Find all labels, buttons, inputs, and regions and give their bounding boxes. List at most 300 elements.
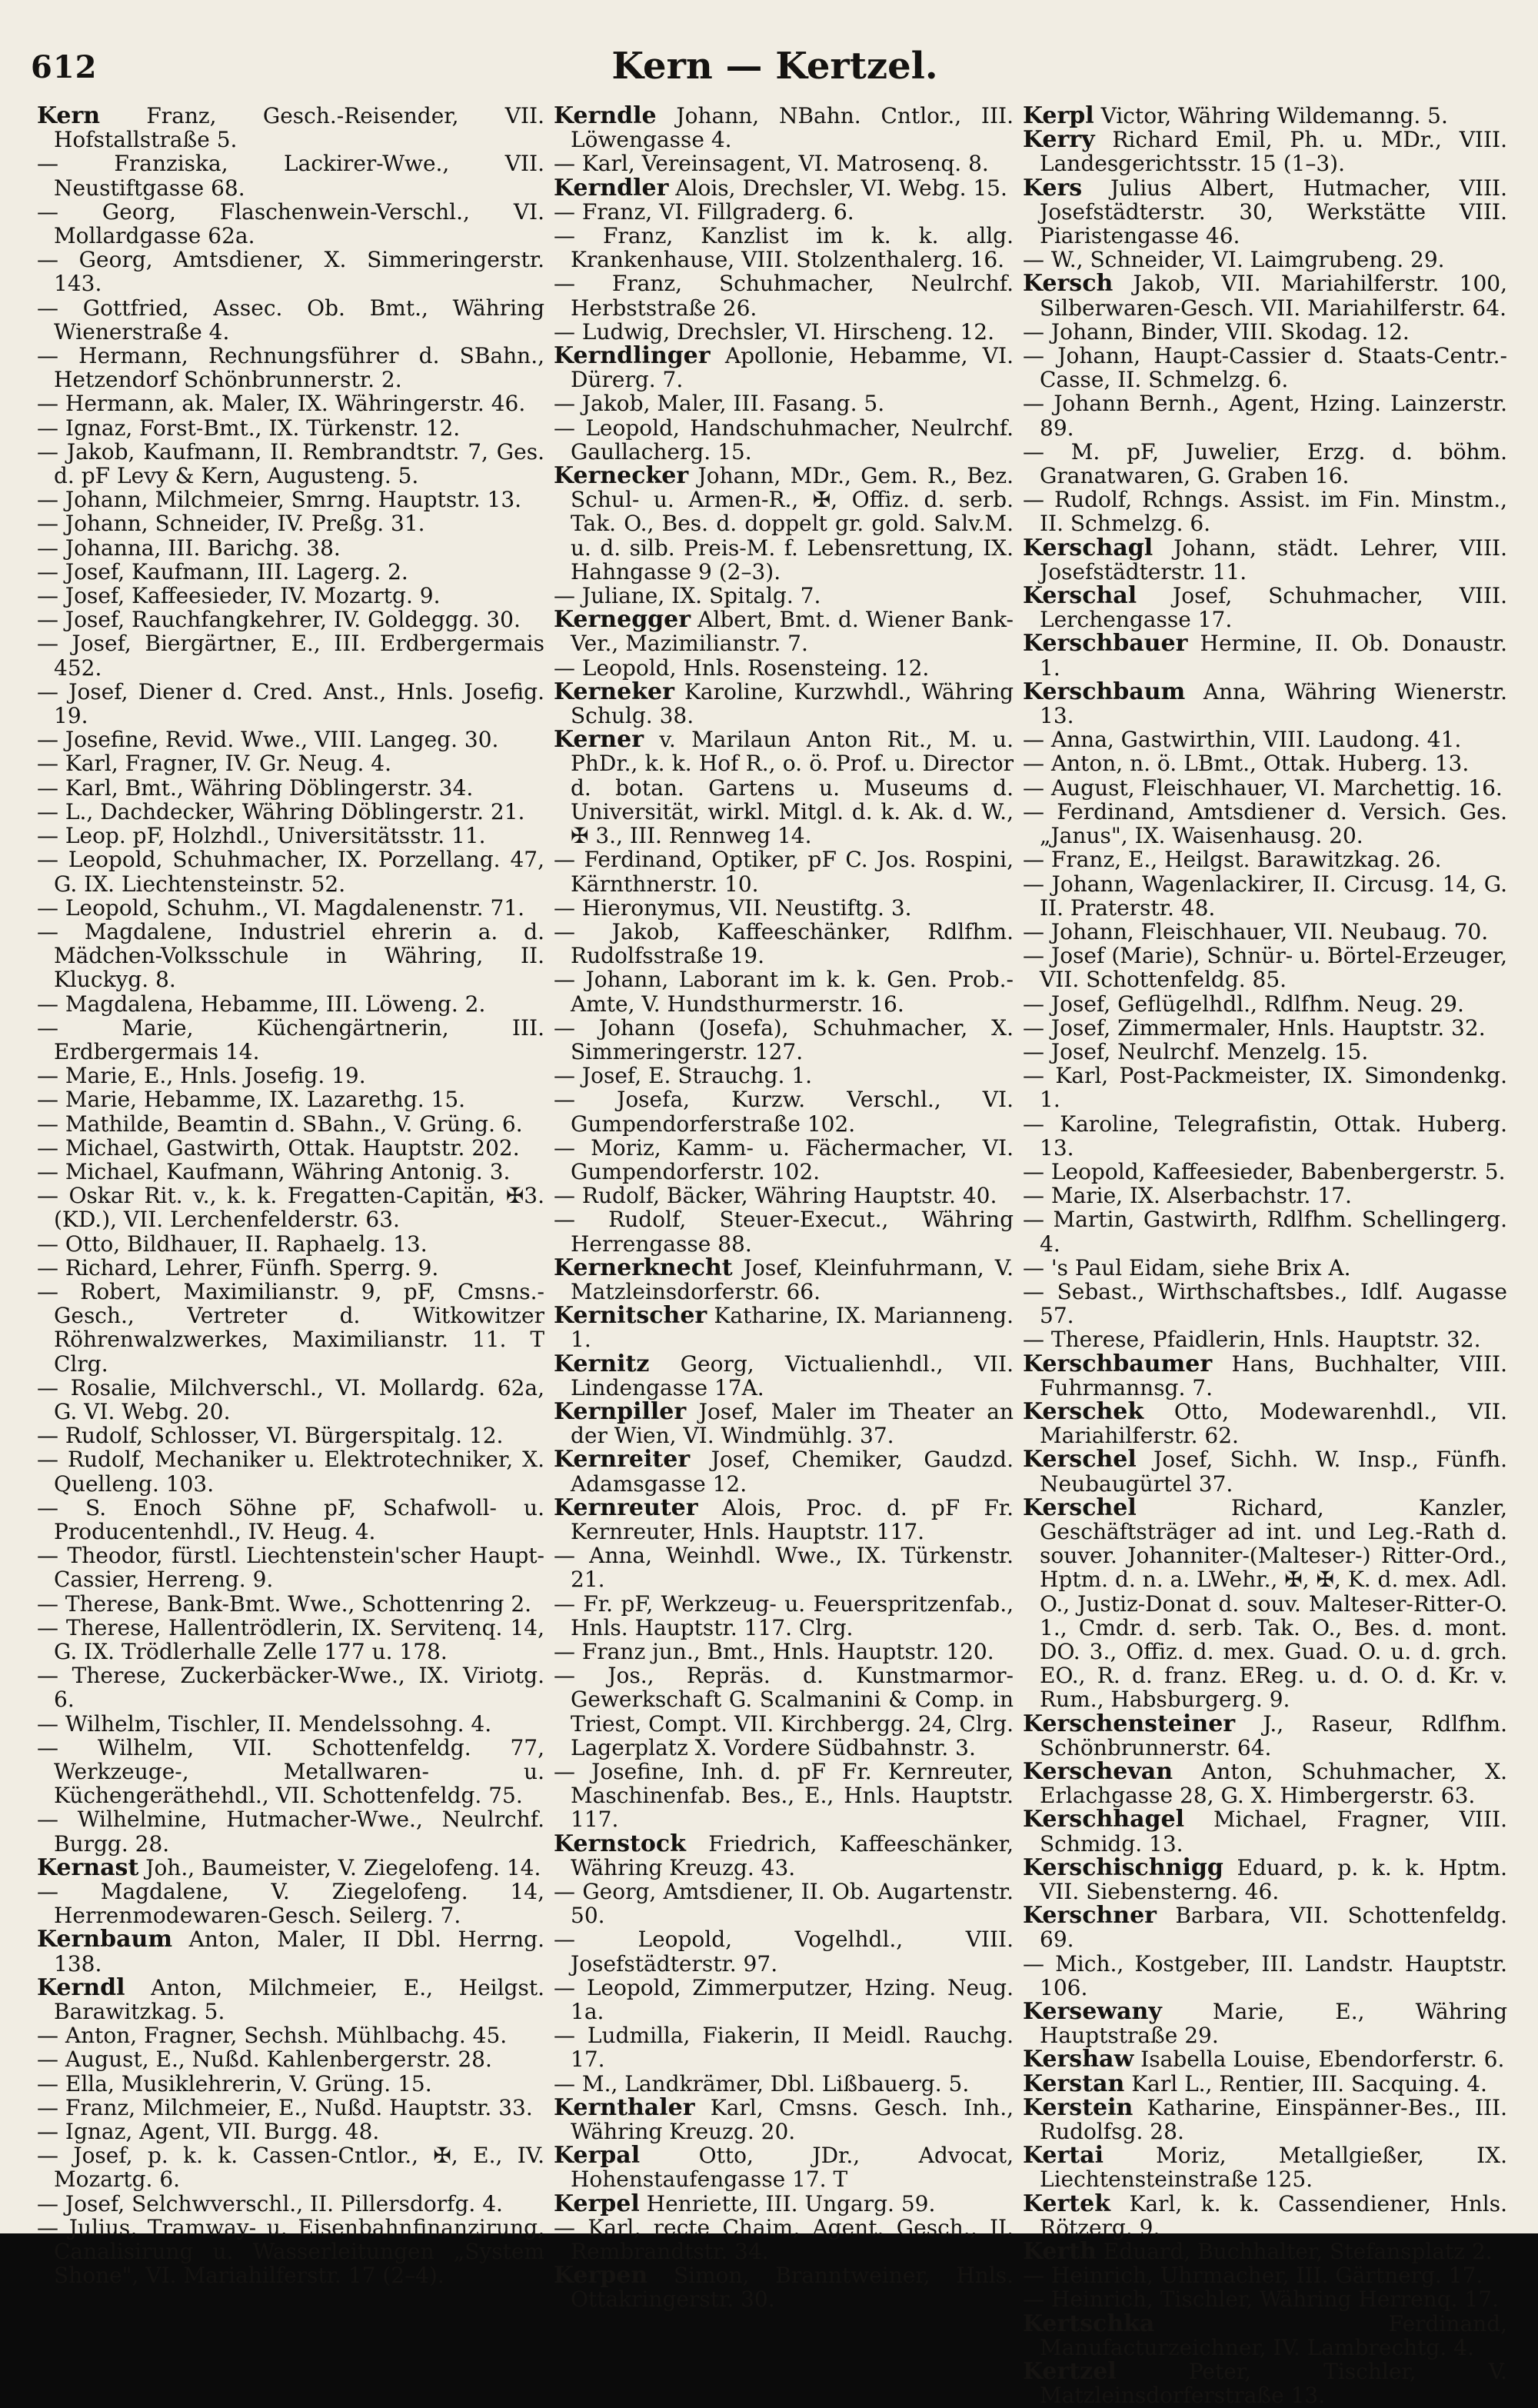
- directory-entry: [1023, 848, 1507, 871]
- entry-details: Otto, Bildhauer, II. Raphaelg. 13.: [58, 1231, 428, 1257]
- directory-entry: [37, 1544, 544, 1591]
- entry-headword: —: [37, 991, 58, 1017]
- directory-entry: [1023, 1807, 1507, 1855]
- entry-headword: —: [554, 2023, 575, 2049]
- directory-entry: [37, 1376, 544, 1424]
- entry-details: Richard, Kanzler, Geschäftsträger ad int. und Leg.-Rath d. souver. Johanniter-(Malteser-) Ritter-Ord., Hptm. d. n. a. LWehr., ✠, ✠, K. d. mex. Adl. O., Justiz-Donat d. souv. Malteser-Ritter-O. 1., Cmdr. d. serb. Tak. O., Bes. d. mont. DO. 3., Offiz. d. mex. Guad. O. u. d. grch. EO., R. d. franz. EReg. u. d. O. d. Kr. v. Rum., Habsburgerg. 9.: [1040, 1494, 1507, 1713]
- entry-details: August, E., Nußd. Kahlenbergerstr. 28.: [58, 2047, 492, 2073]
- directory-entry: [37, 1016, 544, 1064]
- entry-details: Josef, Schuhmacher, VIII. Lerchengasse 17.: [1040, 583, 1507, 633]
- entry-headword: Kerschbauer: [1023, 630, 1188, 658]
- entry-details: Alois, Proc. d. pF Fr. Kernreuter, Hnls. Hauptstr. 117.: [571, 1494, 1014, 1544]
- entry-headword: —: [554, 1663, 575, 1689]
- directory-entry: [554, 1304, 1014, 1351]
- entry-details: Ludmilla, Fiakerin, II Meidl. Rauchg. 17.: [571, 2023, 1014, 2073]
- directory-entry: [37, 104, 544, 152]
- entry-headword: —: [37, 1494, 58, 1520]
- entry-details: Magdalene, Industriel ehrerin a. d. Mädchen-Volksschule in Währing, II. Kluckyg. 8.: [54, 918, 544, 993]
- entry-details: Therese, Hallentrödlerin, IX. Servitenq. 14, G. IX. Trödlerhalle Zelle 177 u. 178.: [54, 1614, 544, 1664]
- entry-details: Fr. pF, Werkzeug- u. Feuerspritzenfab., Hnls. Hauptstr. 117. Clrg.: [571, 1590, 1014, 1640]
- entry-details: Robert, Maximilianstr. 9, pF, Cmsns.-Gesch., Vertreter d. Witkowitzer Röhrenwalzwerkes, Maximilianstr. 11. T Clrg.: [54, 1278, 544, 1377]
- directory-entry: [37, 1160, 544, 1184]
- entry-headword: —: [1023, 1207, 1044, 1233]
- entry-details: Johann, städt. Lehrer, VIII. Josefstädterstr. 11.: [1040, 535, 1507, 585]
- directory-entry: [37, 824, 544, 848]
- column-2: [554, 102, 1014, 2313]
- directory-entry: [37, 536, 544, 560]
- entry-details: Wilhelm, Tischler, II. Mendelssohng. 4.: [58, 1710, 492, 1737]
- entry-details: Albert, Bmt. d. Wiener Bank-Ver., Mazimilianstr. 7.: [571, 607, 1014, 657]
- entry-details: Johann, Haupt-Cassier d. Staats-Centr.-Casse, II. Schmelzg. 6.: [1040, 343, 1507, 393]
- directory-entry: [1023, 128, 1507, 175]
- entry-headword: —: [37, 1183, 58, 1209]
- directory-entry: [1023, 2047, 1507, 2071]
- directory-entry: [554, 1976, 1014, 2023]
- entry-details: Ferdinand, Manufacturzeichner, IV. Lambrechtg. 4.: [1040, 2310, 1507, 2360]
- entry-headword: —: [37, 774, 58, 801]
- entry-headword: —: [37, 558, 58, 585]
- directory-entry: [554, 1397, 1014, 1449]
- entry-details: Johann, Laborant im k. k. Gen. Prob.-Amte, V. Hundsthurmerstr. 16.: [571, 967, 1014, 1017]
- entry-details: Karoline, Kurzwhdl., Währing Schulg. 38.: [571, 678, 1014, 729]
- entry-headword: Kerpel: [554, 2190, 640, 2217]
- entry-details: J., Raseur, Rdlfhm. Schönbrunnerstr. 64.: [1040, 1710, 1507, 1760]
- entry-details: Rudolf, Steuer-Execut., Währing Herrengasse 88.: [571, 1207, 1014, 1257]
- entry-headword: —: [37, 1663, 58, 1689]
- entry-headword: —: [1023, 774, 1044, 801]
- directory-entry: [554, 1640, 1014, 1664]
- entry-headword: Kerschagl: [1023, 534, 1154, 561]
- directory-entry: [554, 848, 1014, 895]
- directory-entry: [37, 1664, 544, 1711]
- entry-headword: —: [554, 894, 575, 921]
- entry-details: Ignaz, Forst-Bmt., IX. Türkenstr. 12.: [58, 415, 461, 441]
- directory-entry: [1023, 1184, 1507, 1207]
- entry-headword: —: [37, 535, 58, 561]
- entry-details: Rudolf, Mechaniker u. Elektrotechniker, X. Quelleng. 103.: [54, 1447, 544, 1497]
- entry-details: 's Paul Eidam, siehe Brix A.: [1044, 1254, 1351, 1281]
- entry-headword: —: [37, 415, 58, 441]
- directory-entry: [37, 1592, 544, 1616]
- entry-details: Johann, Fleischhauer, VII. Neubaug. 70.: [1044, 918, 1489, 944]
- directory-entry: [554, 1207, 1014, 1255]
- directory-entry: [37, 920, 544, 992]
- entry-headword: —: [37, 1134, 58, 1161]
- entry-details: Leopold, Kaffeesieder, Babenbergerstr. 5.: [1044, 1158, 1506, 1184]
- entry-details: Friedrich, Kaffeeschänker, Währing Kreuzg. 43.: [571, 1830, 1014, 1880]
- entry-headword: —: [37, 487, 58, 513]
- entry-details: Karl, k. k. Cassendiener, Hnls. Rötzerg. 9.: [1040, 2190, 1507, 2240]
- directory-entry: [1023, 440, 1507, 488]
- entry-headword: —: [1023, 798, 1044, 824]
- entry-headword: —: [37, 247, 58, 273]
- entry-details: Jos., Repräs. d. Kunstmarmor-Gewerkschaft G. Scalmanini & Comp. in Triest, Compt. VII. Kirchbergg. 24, Clrg. Lagerplatz X. Vordere Südbahnstr. 3.: [571, 1663, 1014, 1760]
- entry-headword: —: [1023, 438, 1044, 465]
- entry-details: Johann, NBahn. Cntlor., III. Löwengasse 4.: [571, 103, 1014, 153]
- directory-entry: [37, 2192, 544, 2216]
- entry-details: Eduard, Buchhalter, Stefansplatz 2.: [1096, 2239, 1493, 2265]
- column-1: [37, 102, 544, 2289]
- entry-headword: —: [37, 1710, 58, 1737]
- entry-headword: —: [37, 151, 58, 177]
- entry-headword: —: [37, 1734, 58, 1760]
- entry-headword: —: [1023, 1278, 1044, 1304]
- directory-entry: [37, 2023, 544, 2047]
- entry-details: Ludwig, Drechsler, VI. Hirscheng. 12.: [575, 318, 995, 345]
- directory-entry: [554, 1592, 1014, 1640]
- directory-entry: [37, 1853, 544, 1881]
- entry-details: Karl, Fragner, IV. Gr. Neug. 4.: [58, 751, 392, 777]
- entry-details: Franz, Schuhmacher, Neulrchf. Herbststraße 26.: [571, 271, 1014, 321]
- directory-entry: [1023, 1760, 1507, 1807]
- directory-entry: [37, 1064, 544, 1087]
- entry-headword: Kernast: [37, 1853, 139, 1881]
- entry-details: Franz, E., Heilgst. Barawitzkag. 26.: [1044, 847, 1442, 873]
- entry-details: Franz jun., Bmt., Hnls. Hauptstr. 120.: [575, 1639, 994, 1664]
- entry-headword: Kernreuter: [554, 1494, 698, 1521]
- entry-details: Oskar Rit. v., k. k. Fregatten-Capitän, ✠3. (KD.), VII. Lerchenfelderstr. 63.: [54, 1183, 544, 1233]
- entry-details: Anton, Schuhmacher, X. Erlachgasse 28, G. X. Himbergerstr. 63.: [1040, 1759, 1507, 1809]
- entry-headword: —: [554, 1207, 575, 1233]
- entry-details: Mich., Kostgeber, III. Landstr. Hauptstr. 106.: [1040, 1950, 1507, 2000]
- entry-headword: —: [1023, 2263, 1044, 2289]
- entry-headword: —: [1023, 1183, 1044, 1209]
- entry-headword: —: [554, 918, 575, 944]
- entry-headword: —: [37, 343, 58, 369]
- entry-details: Julius, Tramway- u. Eisenbahnfinanzirung, Canalisirung u. Wasserleitungen „System Shone", VI. Mariahilferstr. 17 (2–4).: [54, 2214, 544, 2289]
- entry-details: Isabella Louise, Ebendorferstr. 6.: [1134, 2047, 1505, 2073]
- entry-details: Leopold, Handschuhmacher, Neulrchf. Gaullacherg. 15.: [571, 415, 1014, 465]
- directory-entry: [1023, 248, 1507, 271]
- entry-details: Simon, Branntweiner, Hnls. Ottakringerstr. 30.: [571, 2263, 1014, 2313]
- entry-details: Joh., Baumeister, V. Ziegelofeng. 14.: [138, 1854, 541, 1880]
- directory-entry: [554, 2216, 1014, 2263]
- entry-details: Peter, Tischler, V. Matzleinsdorferstraße 13.: [1040, 2359, 1507, 2408]
- entry-details: Leopold, Vogelhdl., VIII. Josefstädterstr. 97.: [571, 1927, 1014, 1977]
- entry-headword: Kerstein: [1023, 2093, 1134, 2121]
- directory-entry: [1023, 1207, 1507, 1255]
- entry-headword: —: [37, 1231, 58, 1257]
- entry-details: Apollonie, Hebamme, VI. Dürerg. 7.: [571, 343, 1014, 393]
- directory-entry: [1023, 2238, 1507, 2266]
- directory-entry: [37, 1880, 544, 1927]
- entry-details: Karl, Bmt., Währing Döblingerstr. 34.: [58, 774, 474, 801]
- entry-headword: Kerry: [1023, 126, 1095, 154]
- directory-entry: [554, 1184, 1014, 1207]
- entry-headword: —: [554, 151, 575, 177]
- entry-details: Josef, Kaufmann, III. Lagerg. 2.: [58, 558, 408, 585]
- entry-details: Franz, Gesch.-Reisender, VII. Hofstallstraße 5.: [54, 103, 544, 153]
- entry-headword: Kernegger: [554, 606, 691, 634]
- directory-entry: [554, 968, 1014, 1015]
- entry-headword: Kernthaler: [554, 2093, 695, 2121]
- directory-entry: [554, 1927, 1014, 1975]
- entry-headword: —: [37, 918, 58, 944]
- entry-headword: —: [37, 198, 58, 225]
- directory-entry: [37, 992, 544, 1016]
- directory-entry: [1023, 104, 1507, 128]
- entry-headword: —: [554, 2214, 575, 2240]
- directory-entry: [1023, 1327, 1507, 1351]
- entry-details: Franz, VI. Fillgraderg. 6.: [575, 198, 854, 225]
- entry-details: Johann, Milchmeier, Smrng. Hauptstr. 13.: [58, 487, 522, 513]
- directory-entry: [37, 2216, 544, 2288]
- entry-headword: —: [554, 1759, 575, 1785]
- entry-headword: —: [37, 798, 58, 824]
- directory-entry: [554, 896, 1014, 920]
- entry-headword: Kernecker: [554, 462, 689, 490]
- directory-entry: [554, 200, 1014, 224]
- directory-entry: [1023, 584, 1507, 631]
- entry-details: Ferdinand, Optiker, pF C. Jos. Rospini, Kärnthnerstr. 10.: [571, 847, 1014, 897]
- directory-entry: [37, 896, 544, 920]
- directory-entry: [1023, 631, 1507, 679]
- entry-headword: —: [554, 1543, 575, 1569]
- directory-entry: [1023, 1496, 1507, 1712]
- entry-headword: —: [37, 2047, 58, 2073]
- entry-details: Johanna, III. Barichg. 38.: [58, 535, 341, 561]
- entry-details: Otto, JDr., Advocat, Hohenstaufengasse 17. T: [571, 2143, 1014, 2193]
- entry-details: Victor, Währing Wildemanng. 5.: [1094, 103, 1448, 128]
- entry-details: Johann, MDr., Gem. R., Bez. Schul- u. Armen-R., ✠, Offiz. d. serb. Tak. O., Bes. d. doppelt gr. gold. Salv.M. u. d. silb. Preis-M. f. Lebensrettung, IX. Hahngasse 9 (2–3).: [571, 463, 1014, 585]
- entry-details: Otto, Modewarenhdl., VII. Mariahilferstr. 62.: [1040, 1398, 1507, 1449]
- directory-entry: [1023, 728, 1507, 751]
- directory-entry: [37, 296, 544, 344]
- entry-details: Josefine, Revid. Wwe., VIII. Langeg. 30.: [58, 727, 499, 753]
- directory-entry: [37, 1087, 544, 1111]
- directory-entry: [1023, 1397, 1507, 1449]
- entry-headword: —: [37, 1423, 58, 1449]
- entry-headword: —: [554, 654, 575, 681]
- entry-headword: —: [554, 1927, 575, 1953]
- directory-entry: [554, 584, 1014, 608]
- entry-headword: Kernreiter: [554, 1446, 691, 1474]
- entry-headword: —: [37, 2094, 58, 2120]
- entry-headword: —: [554, 1183, 575, 1209]
- entry-details: Josef, Kleinfuhrmann, V. Matzleinsdorferstr. 66.: [571, 1254, 1014, 1304]
- entry-headword: Kerschal: [1023, 582, 1137, 610]
- directory-entry: [37, 1232, 544, 1256]
- entry-headword: —: [1023, 1038, 1044, 1064]
- entry-details: Josef, Kaffeesieder, IV. Mozartg. 9.: [58, 583, 441, 609]
- entry-details: Ignaz, Agent, VII. Burgg. 48.: [58, 2119, 380, 2145]
- entry-details: Leopold, Hnls. Rosensteing. 12.: [575, 654, 930, 681]
- entry-headword: —: [37, 583, 58, 609]
- entry-details: Katharine, IX. Marianneng. 1.: [571, 1303, 1014, 1353]
- entry-headword: —: [1023, 1950, 1044, 1977]
- directory-entry: [554, 1544, 1014, 1591]
- directory-entry: [37, 608, 544, 631]
- directory-entry: [554, 344, 1014, 391]
- entry-headword: Kersewany: [1023, 1998, 1162, 2026]
- entry-headword: —: [1023, 1014, 1044, 1041]
- directory-entry: [1023, 2000, 1507, 2047]
- entry-headword: —: [37, 2143, 58, 2169]
- entry-headword: Kerschek: [1023, 1397, 1144, 1425]
- entry-details: Heinrich, Tischler, Währing Herrenq. 17.: [1044, 2286, 1499, 2313]
- entry-headword: —: [37, 1063, 58, 1089]
- directory-entry: [37, 800, 544, 824]
- page-header: [31, 45, 1519, 98]
- entry-headword: —: [37, 727, 58, 753]
- entry-headword: —: [37, 631, 58, 657]
- directory-entry: [1023, 751, 1507, 775]
- directory-entry: [554, 2192, 1014, 2216]
- directory-entry: [1023, 2287, 1507, 2311]
- entry-headword: —: [37, 2214, 58, 2240]
- entry-headword: —: [37, 847, 58, 873]
- entry-headword: —: [37, 1447, 58, 1473]
- entry-headword: Kernstock: [554, 1830, 686, 1857]
- directory-entry: [1023, 800, 1507, 848]
- entry-details: Ella, Musiklehrerin, V. Grüng. 15.: [58, 2070, 432, 2097]
- entry-details: Anton, n. ö. LBmt., Ottak. Huberg. 13.: [1044, 751, 1470, 777]
- entry-details: Karl, Vereinsagent, VI. Matrosenq. 8.: [575, 151, 989, 177]
- entry-details: Josef, Maler im Theater an der Wien, VI. Windmühlg. 37.: [571, 1398, 1014, 1449]
- entry-headword: —: [37, 1614, 58, 1640]
- directory-entry: [37, 1807, 544, 1855]
- entry-details: Anna, Währing Wienerstr. 13.: [1040, 678, 1507, 729]
- directory-entry: [1023, 872, 1507, 920]
- directory-entry: [554, 2072, 1014, 2096]
- directory-entry: [37, 344, 544, 391]
- directory-entry: [37, 248, 544, 295]
- entry-details: Marie, E., Hnls. Josefig. 19.: [58, 1063, 366, 1089]
- entry-headword: —: [554, 2070, 575, 2097]
- entry-details: Michael, Fragner, VIII. Schmidg. 13.: [1040, 1807, 1507, 1857]
- directory-entry: [1023, 391, 1507, 439]
- directory-entry: [37, 631, 544, 679]
- directory-entry: [554, 2023, 1014, 2071]
- entry-headword: —: [1023, 727, 1044, 753]
- entry-headword: Kerpl: [1023, 102, 1094, 129]
- directory-entry: [1023, 2192, 1507, 2240]
- directory-entry: [1023, 176, 1507, 248]
- entry-details: L., Dachdecker, Währing Döblingerstr. 21.: [58, 798, 525, 824]
- entry-details: Georg, Amtsdiener, X. Simmeringerstr. 143.: [54, 247, 544, 297]
- entry-details: Therese, Zuckerbäcker-Wwe., IX. Viriotg. 6.: [54, 1663, 544, 1713]
- entry-headword: Kerschischnigg: [1023, 1853, 1223, 1881]
- directory-entry: [1023, 776, 1507, 800]
- directory-entry: [554, 1064, 1014, 1087]
- entry-headword: —: [554, 1879, 575, 1905]
- entry-details: Franz, Milchmeier, E., Nußd. Hauptstr. 33.: [58, 2094, 533, 2120]
- entry-headword: —: [554, 583, 575, 609]
- entry-headword: Kersch: [1023, 270, 1114, 298]
- entry-headword: Kerndler: [554, 174, 669, 201]
- directory-entry: [1023, 2360, 1507, 2407]
- directory-entry: [37, 1424, 544, 1447]
- directory-entry: [1023, 2143, 1507, 2191]
- directory-entry: [1023, 536, 1507, 584]
- entry-details: Franziska, Lackirer-Wwe., VII. Neustiftgasse 68.: [54, 151, 544, 201]
- entry-details: Josef, Sichh. W. Insp., Fünfh. Neubaugürtel 37.: [1040, 1447, 1507, 1497]
- entry-headword: —: [554, 1063, 575, 1089]
- entry-headword: —: [554, 391, 575, 417]
- entry-details: Heinrich, Uhrmacher, III. Gärtnerg. 17.: [1044, 2263, 1483, 2289]
- directory-entry: [37, 2143, 544, 2191]
- entry-headword: Kerndlinger: [554, 342, 711, 370]
- entry-headword: Kertek: [1023, 2190, 1111, 2217]
- entry-headword: —: [37, 438, 58, 465]
- directory-entry: [554, 608, 1014, 655]
- entry-headword: Kernitscher: [554, 1302, 707, 1330]
- entry-headword: —: [37, 607, 58, 633]
- directory-entry: [1023, 1352, 1507, 1400]
- entry-headword: —: [1023, 991, 1044, 1017]
- directory-entry: [37, 416, 544, 440]
- directory-entry: [37, 2072, 544, 2096]
- directory-entry: [1023, 1256, 1507, 1280]
- directory-entry: [37, 152, 544, 199]
- entry-headword: —: [37, 391, 58, 417]
- directory-entry: [554, 1760, 1014, 1832]
- entry-headword: —: [1023, 391, 1044, 417]
- entry-details: Karl L., Rentier, III. Sacquing. 4.: [1124, 2070, 1487, 2097]
- directory-entry: [554, 656, 1014, 680]
- directory-entry: [1023, 2072, 1507, 2096]
- entry-headword: Kershaw: [1023, 2046, 1134, 2073]
- entry-details: M. pF, Juwelier, Erzg. d. böhm. Granatwaren, G. Graben 16.: [1040, 438, 1507, 489]
- directory-entry: [1023, 1280, 1507, 1327]
- entry-details: Hermann, Rechnungsführer d. SBahn., Hetzendorf Schönbrunnerstr. 2.: [54, 343, 544, 393]
- entry-details: Rudolf, Schlosser, VI. Bürgerspitalg. 12.: [58, 1423, 504, 1449]
- directory-entry: [1023, 1112, 1507, 1160]
- entry-headword: —: [554, 271, 575, 297]
- entry-details: Franz, Kanzlist im k. k. allg. Krankenhause, VIII. Stolzenthalerg. 16.: [571, 223, 1014, 273]
- entry-headword: —: [37, 1158, 58, 1184]
- entry-details: Martin, Gastwirth, Rdlfhm. Schellingerg. 4.: [1040, 1207, 1507, 1257]
- entry-details: Georg, Victualienhdl., VII. Lindengasse 17A.: [571, 1351, 1014, 1401]
- entry-details: Josef, Rauchfangkehrer, IV. Goldeggg. 30.: [58, 607, 521, 633]
- directory-entry: [1023, 2312, 1507, 2360]
- entry-details: Anna, Weinhdl. Wwe., IX. Türkenstr. 21.: [571, 1543, 1014, 1593]
- entry-details: Wilhelm, VII. Schottenfeldg. 77, Werkzeuge-, Metallwaren- u. Küchengeräthehdl., VII. Schottenfeldg. 75.: [54, 1734, 544, 1809]
- entry-details: Karl, recte Chaim, Agent. Gesch., II. Rembrandtstr. 34.: [571, 2214, 1014, 2265]
- directory-entry: [554, 728, 1014, 848]
- entry-details: Richard, Lehrer, Fünfh. Sperrg. 9.: [58, 1254, 439, 1281]
- entry-details: Anton, Maler, II Dbl. Herrng. 138.: [54, 1927, 544, 1977]
- directory-entry: [1023, 2263, 1507, 2287]
- entry-details: Karl, Post-Packmeister, IX. Simondenkg. 1.: [1040, 1063, 1507, 1113]
- entry-details: Theodor, fürstl. Liechtenstein'scher Haupt-Cassier, Herreng. 9.: [54, 1543, 544, 1593]
- entry-headword: Kerndle: [554, 102, 657, 129]
- entry-details: Rudolf, Bäcker, Währing Hauptstr. 40.: [575, 1183, 997, 1209]
- entry-details: Karl, Cmsns. Gesch. Inh., Währing Kreuzg. 20.: [571, 2094, 1014, 2145]
- entry-headword: —: [554, 847, 575, 873]
- directory-entry: [37, 848, 544, 895]
- directory-entry: [37, 776, 544, 800]
- entry-details: Hieronymus, VII. Neustiftg. 3.: [575, 894, 912, 921]
- directory-entry: [37, 1973, 544, 2025]
- entry-headword: Kerschensteiner: [1023, 1710, 1236, 1737]
- entry-headword: —: [37, 678, 58, 704]
- directory-entry: [37, 1736, 544, 1808]
- entry-headword: —: [554, 415, 575, 441]
- directory-entry: [554, 1256, 1014, 1304]
- entry-details: Josef, Biergärtner, E., III. Erdbergermais 452.: [54, 631, 544, 681]
- directory-entry: [37, 2096, 544, 2120]
- entry-details: Josef, Diener d. Cred. Anst., Hnls. Josefig. 19.: [54, 678, 544, 729]
- entry-details: Georg, Amtsdiener, II. Ob. Augartenstr. 50.: [571, 1879, 1014, 1929]
- entry-headword: —: [554, 1087, 575, 1113]
- entry-details: Gottfried, Assec. Ob. Bmt., Währing Wienerstraße 4.: [54, 295, 544, 345]
- entry-headword: —: [37, 894, 58, 921]
- entry-details: Johann, Wagenlackirer, II. Circusg. 14, G. II. Praterstr. 48.: [1040, 871, 1507, 921]
- entry-details: Rosalie, Milchverschl., VI. Mollardg. 62a, G. VI. Webg. 20.: [54, 1374, 544, 1424]
- entry-headword: Kerschel: [1023, 1494, 1137, 1521]
- entry-headword: —: [554, 967, 575, 993]
